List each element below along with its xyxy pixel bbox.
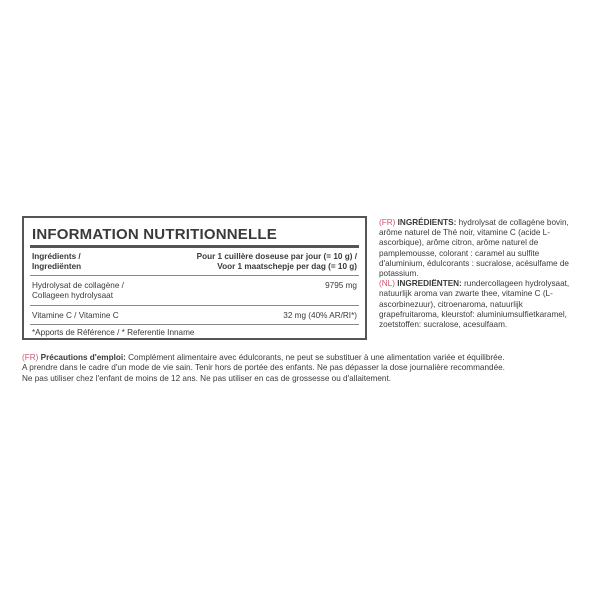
precautions-section xyxy=(22,353,582,384)
header-left-line1: Ingrédients / xyxy=(32,252,81,261)
nutrition-footnote-row xyxy=(30,325,359,338)
header-right-line1: Pour 1 cuillère doseuse par jour (= 10 g) / xyxy=(196,252,357,261)
row-name-fr: Vitamine C / xyxy=(32,311,77,320)
nutrition-footnote: *Apports de Référence / * Referentie Inname xyxy=(32,328,195,337)
precautions-line3: Ne pas utiliser chez l'enfant de moins de 12 ans. Ne pas utiliser en cas de grossesse ou d'allaitement. xyxy=(22,373,392,383)
ingredients-section xyxy=(379,218,584,330)
nutrition-row-collagen xyxy=(30,276,359,306)
precautions-text1: Complément alimentaire avec édulcorants, ne peut se substituer à une alimentation variée et équilibrée. xyxy=(125,353,505,362)
lang-tag-fr: (FR) xyxy=(22,353,39,362)
precautions-line1 xyxy=(22,353,582,363)
nutrition-header-row xyxy=(30,248,359,276)
header-ingredients-label xyxy=(32,252,81,272)
row-value: 9795 mg xyxy=(325,281,357,290)
lang-tag-fr: (FR) xyxy=(379,218,396,227)
ingredients-fr xyxy=(379,218,584,279)
nutrition-facts-table xyxy=(22,216,367,340)
row-name xyxy=(32,281,124,301)
header-right-line2: Voor 1 maatschepje per dag (= 10 g) xyxy=(217,262,357,271)
row-name-nl: Collageen hydrolysaat xyxy=(32,291,114,300)
row-name-nl: Vitamine C xyxy=(76,311,119,320)
precautions-line2: A prendre dans le cadre d'un mode de vie sain. Tenir hors de portée des enfants. Ne pas dépasser la dose journalière recommandée. xyxy=(22,363,505,373)
ingredients-nl-heading: INGREDIËNTEN: xyxy=(397,279,462,289)
ingredients-nl xyxy=(379,279,584,330)
lang-tag-nl: (NL) xyxy=(379,279,395,289)
header-left-line2: Ingrediënten xyxy=(32,262,82,271)
ingredients-fr-text: hydrolysat de collagène bovin, arôme naturel de Thé noir, vitamine C (acide L-ascorbique), arôme citron, arôme naturel de pamplemousse, colorant : caramel au sulfite d'aluminium, édulcorants : sucralose, acésulfame de potassium. xyxy=(379,218,569,279)
ingredients-fr-heading: INGRÉDIENTS: xyxy=(397,218,457,227)
nutrition-title: INFORMATION NUTRITIONNELLE xyxy=(30,218,359,248)
row-name-fr: Hydrolysat de collagène / xyxy=(32,281,124,290)
ingredients-nl-text: rundercollageen hydrolysaat, natuurlijk aroma van zwarte thee, vitamine C (L-ascorbinezuur), citroenaroma, natuurlijk grapefruitaroma, kleurstof: aluminiumsulfietkaramel, zoetstoffen: sucralose, acesulfaam. xyxy=(379,279,570,330)
nutrition-row-vitamin-c xyxy=(30,306,359,325)
precautions-heading: Précautions d'emploi: xyxy=(40,353,126,362)
header-serving-label xyxy=(197,252,357,272)
row-name xyxy=(32,311,119,321)
row-value: 32 mg (40% AR/RI*) xyxy=(283,311,357,320)
